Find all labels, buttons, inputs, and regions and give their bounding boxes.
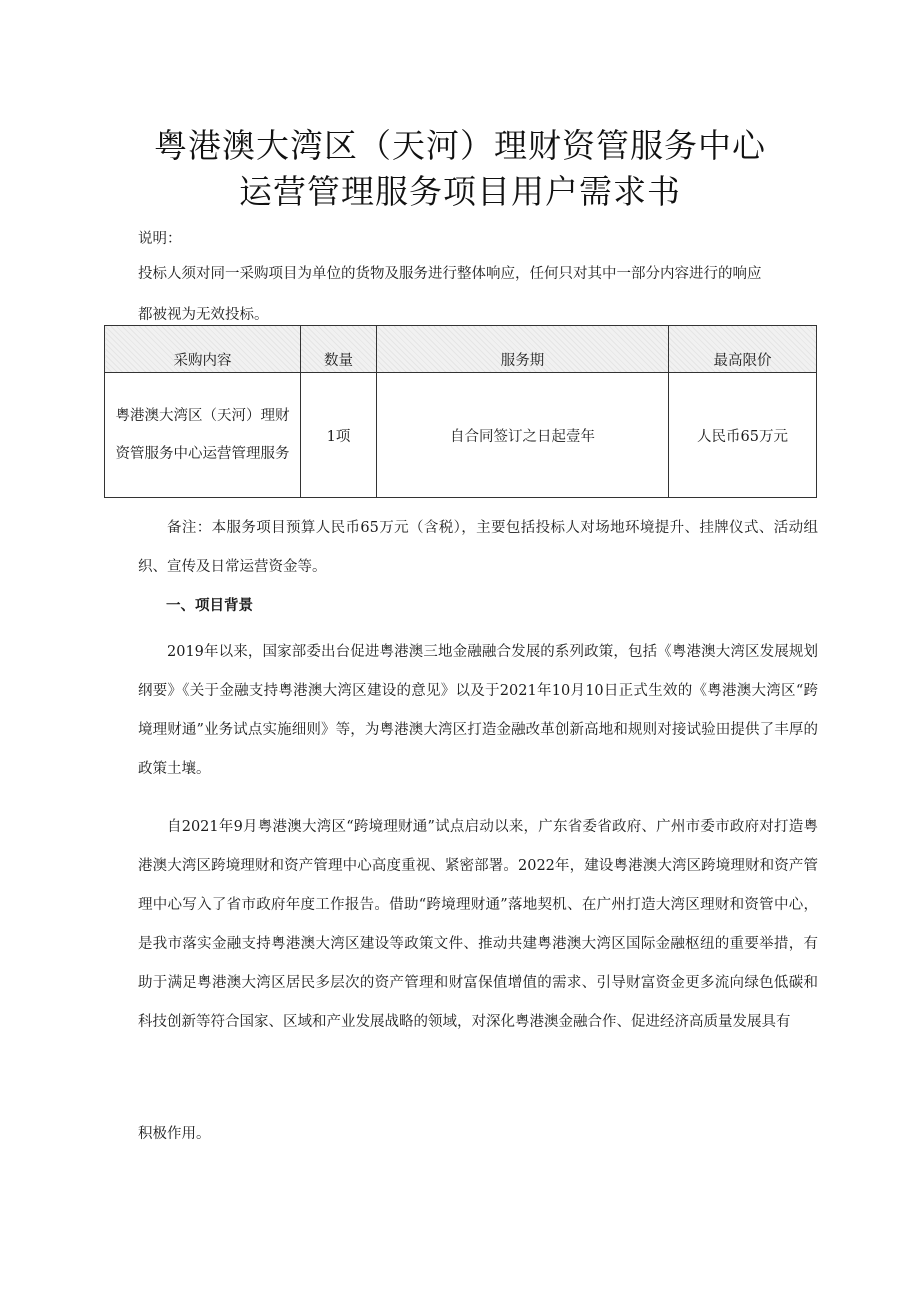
remark-paragraph: 备注：本服务项目预算人民币65万元（含税），主要包括投标人对场地环境提升、挂牌仪式、活动组织、宣传及日常运营资金等。 [138,520,818,575]
column-header-content: 采购内容 [105,326,301,373]
table-cell-service-period: 自合同签订之日起壹年 [377,373,669,498]
column-header-service-period: 服务期 [377,326,669,373]
table-row [105,373,817,498]
document-title-line-1: 粤港澳大湾区（天河）理财资管服务中心 [154,126,766,165]
requirements-table [104,325,817,498]
cell-text: 粤港澳大湾区（天河）理财资管服务中心运营管理服务 [115,408,290,462]
note-text-line-1: 投标人须对同一采购项目为单位的货物及服务进行整体响应，任何只对其中一部分内容进行的响应 [138,266,762,282]
table-cell-quantity: 1项 [301,373,377,498]
body-paragraph-1: 2019年以来，国家部委出台促进粤港澳三地金融融合发展的系列政策，包括《粤港澳大湾区发展规划纲要》《关于金融支持粤港澳大湾区建设的意见》以及于2021年10月10日正式生效的《粤港澳大湾区“跨境理财通”业务试点实施细则》等，为粤港澳大湾区打造金融改革创新高地和规则对接试验田提供了丰厚的政策土壤。 [138,644,818,777]
table-header-row [105,326,817,373]
document-title-line-2: 运营管理服务项目用户需求书 [239,172,681,211]
note-label: 说明： [138,231,182,247]
table-cell-content [105,373,301,498]
column-header-max-price: 最高限价 [669,326,817,373]
section-heading: 一、项目背景 [166,598,253,614]
note-text-line-2: 都被视为无效投标。 [138,307,269,323]
body-paragraph-2: 自2021年9月粤港澳大湾区“跨境理财通”试点启动以来，广东省委省政府、广州市委市政府对打造粤港澳大湾区跨境理财和资产管理中心高度重视、紧密部署。2022年，建设粤港澳大湾区跨境理财和资产管理中心写入了省市政府年度工作报告。借助“跨境理财通”落地契机、在广州打造大湾区理财和资管中心，是我市落实金融支持粤港澳大湾区建设等政策文件、推动共建粤港澳大湾区国际金融枢纽的重要举措，有助于满足粤港澳大湾区居民多层次的资产管理和财富保值增值的需求、引导财富资金更多流向绿色低碳和科技创新等符合国家、区域和产业发展战略的领域，对深化粤港澳金融合作、促进经济高质量发展具有 [138,819,818,1030]
column-header-quantity: 数量 [301,326,377,373]
body-paragraph-3: 积极作用。 [138,1126,211,1142]
table-cell-max-price: 人民币65万元 [669,373,817,498]
